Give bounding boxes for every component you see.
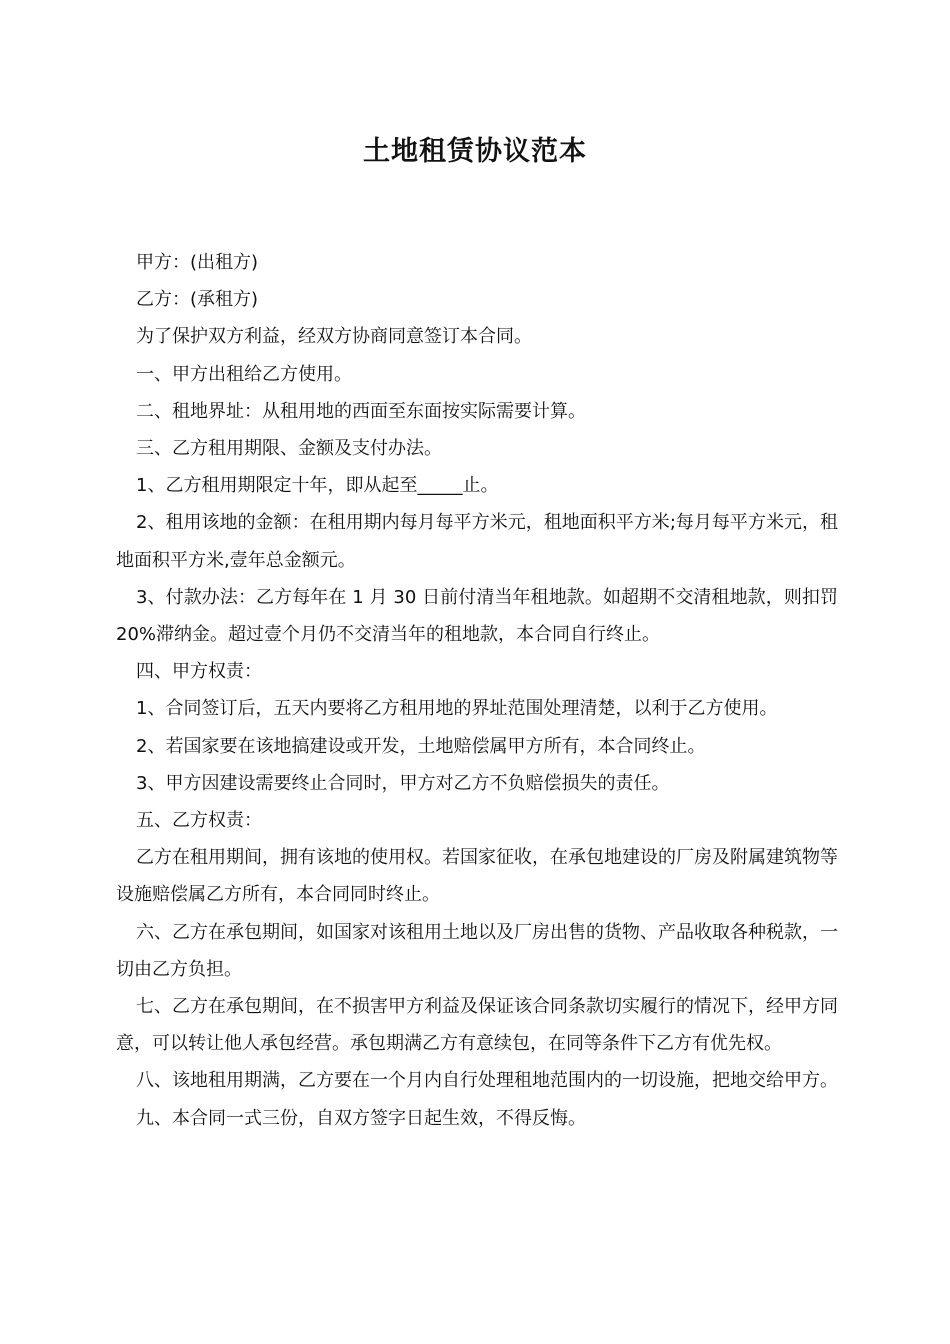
clause-6: 六、乙方在承包期间，如国家对该租用土地以及厂房出售的货物、产品收取各种税款，一切由乙方负担。: [116, 921, 838, 980]
clause-3-item-2: 2、租用该地的金额：在租用期内每月每平方米元，租地面积平方米;每月每平方米元，租地面积平方米,壹年总金额元。: [116, 512, 838, 571]
clause-3-heading: 三、乙方租用期限、金额及支付办法。: [136, 438, 442, 460]
clause-3-item-1: 1、乙方租用期限定十年，即从起至_____止。: [136, 475, 499, 497]
clause-7: 七、乙方在承包期间，在不损害甲方利益及保证该合同条款切实履行的情况下，经甲方同意，可以转让他人承包经营。承包期满乙方有意续包，在同等条件下乙方有优先权。: [116, 996, 838, 1055]
clause-4-item-2: 2、若国家要在该地搞建设或开发，土地赔偿属甲方所有，本合同终止。: [136, 735, 706, 757]
preamble: 为了保护双方利益，经双方协商同意签订本合同。: [136, 326, 532, 348]
party-a-line: 甲方：(出租方): [136, 252, 259, 273]
clause-4-heading: 四、甲方权责：: [136, 661, 262, 683]
clause-5-heading: 五、乙方权责：: [136, 810, 262, 832]
clause-4-item-1: 1、合同签订后，五天内要将乙方租用地的界址范围处理清楚，以利于乙方使用。: [136, 698, 778, 720]
party-b-line: 乙方：(承租方): [136, 289, 259, 311]
clause-4-item-3: 3、甲方因建设需要终止合同时，甲方对乙方不负赔偿损失的责任。: [136, 772, 670, 794]
clause-8: 八、该地租用期满，乙方要在一个月内自行处理租地范围内的一切设施，把地交给甲方。: [136, 1070, 838, 1092]
clause-5-body: 乙方在租用期间，拥有该地的使用权。若国家征收，在承包地建设的厂房及附属建筑物等设施赔偿属乙方所有，本合同同时终止。: [116, 847, 838, 906]
clause-1: 一、甲方出租给乙方使用。: [136, 363, 352, 385]
clause-2: 二、租地界址：从租用地的西面至东面按实际需要计算。: [136, 400, 586, 422]
clause-9: 九、本合同一式三份，自双方签字日起生效，不得反悔。: [136, 1107, 586, 1129]
document-body: [116, 244, 838, 1137]
document-title: 土地租赁协议范本: [363, 136, 587, 167]
clause-3-item-3: 3、付款办法：乙方每年在 1 月 30 日前付清当年租地款。如超期不交清租地款，则扣罚 20%滞纳金。超过壹个月仍不交清当年的租地款，本合同自行终止。: [116, 586, 838, 646]
